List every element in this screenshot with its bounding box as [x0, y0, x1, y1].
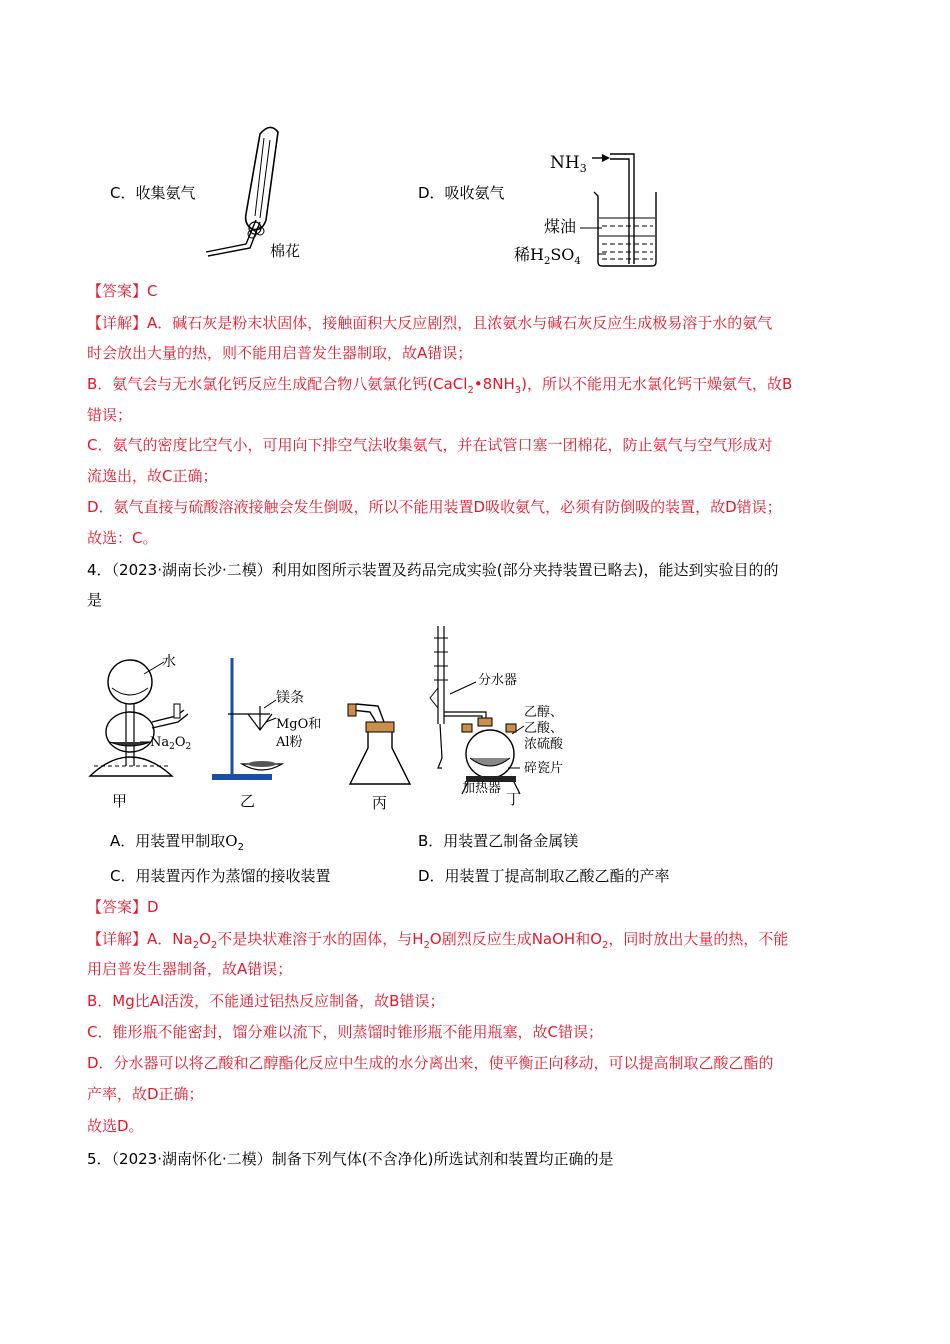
label-yi: 乙 [240, 792, 256, 810]
option-d-label: D．吸收氨气 [418, 184, 505, 202]
svg-text:MgO和: MgO和 [276, 717, 322, 732]
svg-text:Al粉: Al粉 [276, 735, 303, 750]
q3-detail-a-1: 【详解】A．碱石灰是粉末状固体，接触面积大反应剧烈，且浓氨水与碱石灰反应生成极易溶于水的氨气 [87, 314, 773, 332]
svg-text:水: 水 [162, 654, 176, 670]
q4-answer: 【答案】D [87, 898, 159, 916]
q4-detail-a-1: 【详解】A．$Na_2O_2$不是块状难溶于水的固体，与$H_2O$剧烈反应生成NaOH和$O_2$，同时放出大量的热，不能 [87, 930, 789, 951]
q4-detail-b: B．Mg比Al活泼，不能通过铝热反应制备，故B错误； [87, 992, 445, 1010]
q3-answer: 【答案】C [87, 282, 158, 300]
q3-choice: 故选：C。 [87, 529, 158, 547]
q4-detail-d-2: 产率，故D正确； [87, 1085, 204, 1103]
q4-option-c: C．用装置丙作为蒸馏的接收装置 [110, 867, 331, 885]
q4-detail-c: C．锥形瓶不能密封，馏分难以流下，则蒸馏时锥形瓶不能用瓶塞，故C错误； [87, 1023, 603, 1041]
q4-choice: 故选D。 [87, 1117, 144, 1135]
q4-detail-a-2: 用启普发生器制备，故A错误； [87, 960, 293, 978]
q4-option-d: D．用装置丁提高制取乙酸乙酯的产率 [418, 867, 670, 885]
q5-stem: 5．（2023·湖南怀化·二模）制备下列气体(不含净化)所选试剂和装置均正确的是 [87, 1150, 614, 1168]
svg-text:Na2O2: $Na_2O_2$ [150, 735, 192, 752]
label-bing: 丙 [372, 794, 388, 812]
q4-option-a: A．用装置甲制取$O_2$ [110, 832, 244, 853]
apparatus-ding [430, 626, 564, 808]
label-jia: 甲 [112, 792, 128, 810]
fig-collect-ammonia [200, 116, 320, 266]
nh3-label: $NH_3$ [550, 153, 587, 175]
svg-text:加热器: 加热器 [462, 781, 502, 796]
q4-option-b: B．用装置乙制备金属镁 [418, 832, 579, 850]
apparatus-bing [348, 704, 410, 812]
q3-detail-c-1: C．氨气的密度比空气小，可用向下排空气法收集氨气，并在试管口塞一团棉花，防止氨气与空气形成对 [87, 436, 773, 454]
fig-q4-apparatus [80, 618, 580, 818]
acid-label: 稀$H_2SO_4$ [514, 245, 581, 267]
q3-detail-a-2: 时会放出大量的热，则不能用启普发生器制取，故A错误； [87, 344, 473, 362]
apparatus-yi [212, 658, 321, 810]
q4-stem-1: 4．（2023·湖南长沙·二模）利用如图所示装置及药品完成实验(部分夹持装置已略去)，能达到实验目的的 [87, 561, 779, 579]
q4-stem-2: 是 [87, 591, 103, 609]
svg-text:镁条: 镁条 [276, 690, 304, 706]
svg-text:乙酸、: 乙酸、 [524, 721, 564, 736]
cotton-label: 棉花 [270, 242, 301, 260]
kerosene-label: 煤油 [544, 217, 577, 236]
fig-absorb-ammonia [510, 140, 670, 270]
apparatus-jia [90, 653, 191, 810]
svg-text:乙醇、: 乙醇、 [524, 705, 564, 720]
label-ding: 丁 [506, 790, 522, 808]
q3-detail-d: D．氨气直接与硫酸溶液接触会发生倒吸，所以不能用装置D吸收氨气，必须有防倒吸的装置，故D错误； [87, 498, 782, 516]
svg-text:浓硫酸: 浓硫酸 [524, 737, 564, 752]
q3-detail-b-2: 错误； [87, 406, 133, 424]
q4-detail-d-1: D．分水器可以将乙酸和乙醇酯化反应中生成的水分离出来，使平衡正向移动，可以提高制取乙酸乙酯的 [87, 1054, 774, 1072]
q3-detail-c-2: 流逸出，故C正确； [87, 467, 218, 485]
svg-text:分水器: 分水器 [478, 673, 518, 688]
option-c-label: C．收集氨气 [110, 184, 196, 202]
svg-text:碎瓷片: 碎瓷片 [524, 761, 564, 776]
q3-detail-b-1: B．氨气会与无水氯化钙反应生成配合物八氨氯化钙$(CaCl_2•8NH_3)$，所以不能用无水氯化钙干燥氨气，故B [87, 375, 793, 396]
